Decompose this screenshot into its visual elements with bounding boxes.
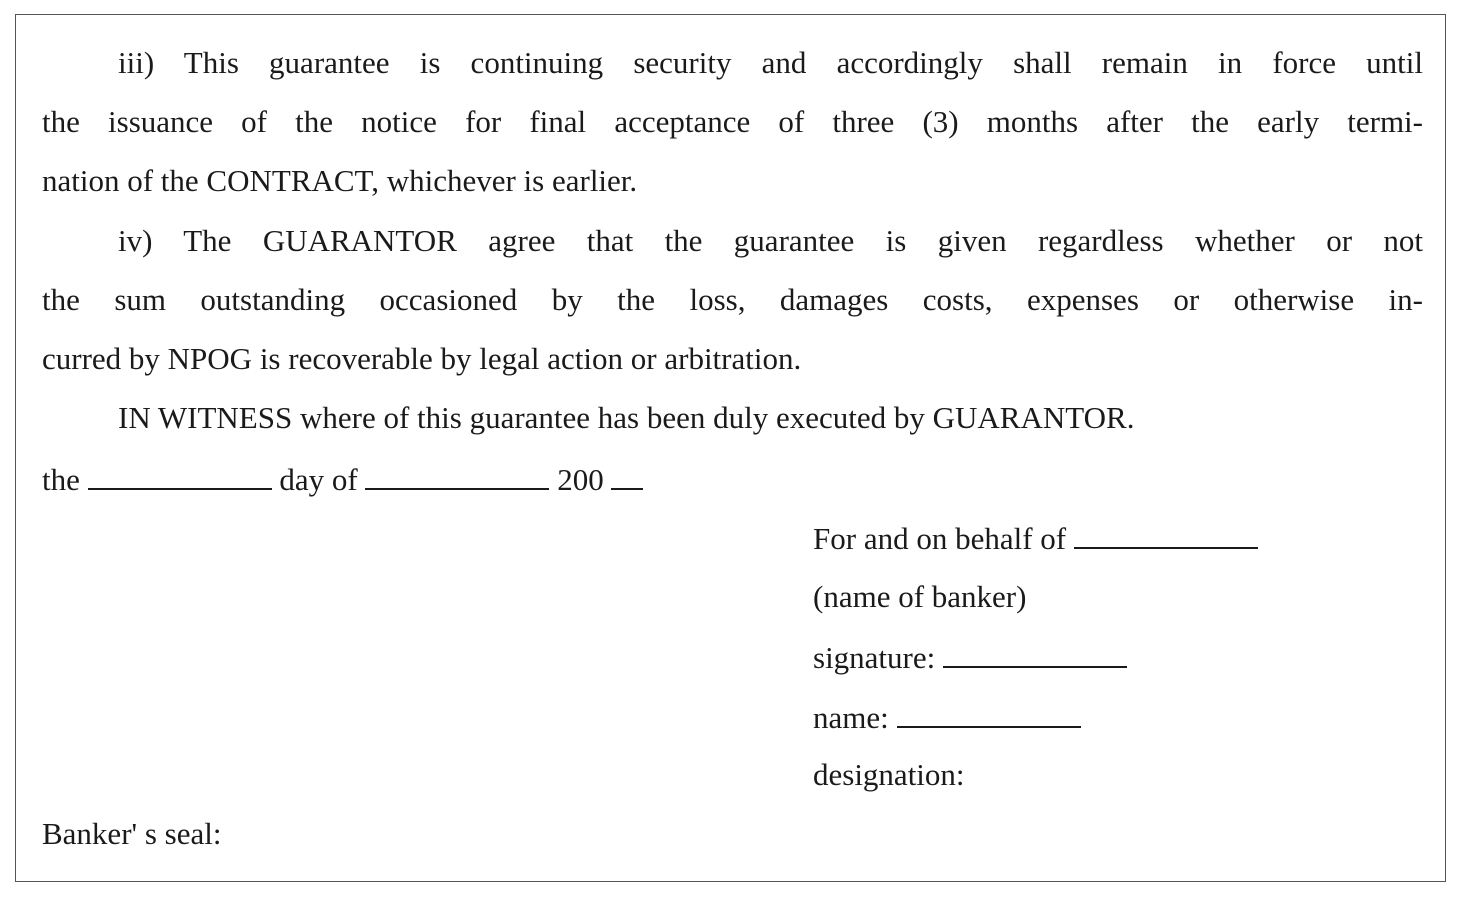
paragraph-iv-line-2: the sum outstanding occasioned by the loss, damages costs, expenses or otherwise in- (42, 282, 1423, 317)
month-blank[interactable] (365, 458, 549, 490)
date-line (42, 458, 643, 500)
day-blank[interactable] (88, 458, 272, 490)
designation-label: designation: (813, 757, 965, 792)
year-prefix: 200 (557, 462, 604, 497)
date-the-label: the (42, 462, 80, 497)
paragraph-iii-line-1: iii) This guarantee is continuing security and accordingly shall remain in force until (118, 45, 1423, 80)
signature-blank[interactable] (943, 636, 1127, 668)
paragraph-iv-line-1: iv) The GUARANTOR agree that the guarantee is given regardless whether or not (118, 223, 1423, 258)
behalf-blank[interactable] (1074, 517, 1258, 549)
paragraph-iii-line-3: nation of the CONTRACT, whichever is earlier. (42, 163, 638, 198)
witness-statement: IN WITNESS where of this guarantee has been duly executed by GUARANTOR. (118, 400, 1135, 435)
document-frame (15, 14, 1446, 882)
year-blank[interactable] (611, 458, 643, 490)
day-of-label: day of (279, 462, 358, 497)
banker-name-label: (name of banker) (813, 579, 1027, 614)
bankers-seal-label: Banker' s seal: (42, 816, 222, 851)
name-label: name: (813, 700, 889, 735)
signature-line (813, 636, 1127, 678)
paragraph-iv-line-3: curred by NPOG is recoverable by legal action or arbitration. (42, 341, 802, 376)
paragraph-iii-line-2: the issuance of the notice for final acceptance of three (3) months after the early termi- (42, 104, 1423, 139)
name-line (813, 696, 1081, 738)
behalf-line (813, 517, 1258, 559)
name-blank[interactable] (897, 696, 1081, 728)
signature-label: signature: (813, 640, 936, 675)
behalf-label: For and on behalf of (813, 521, 1067, 556)
